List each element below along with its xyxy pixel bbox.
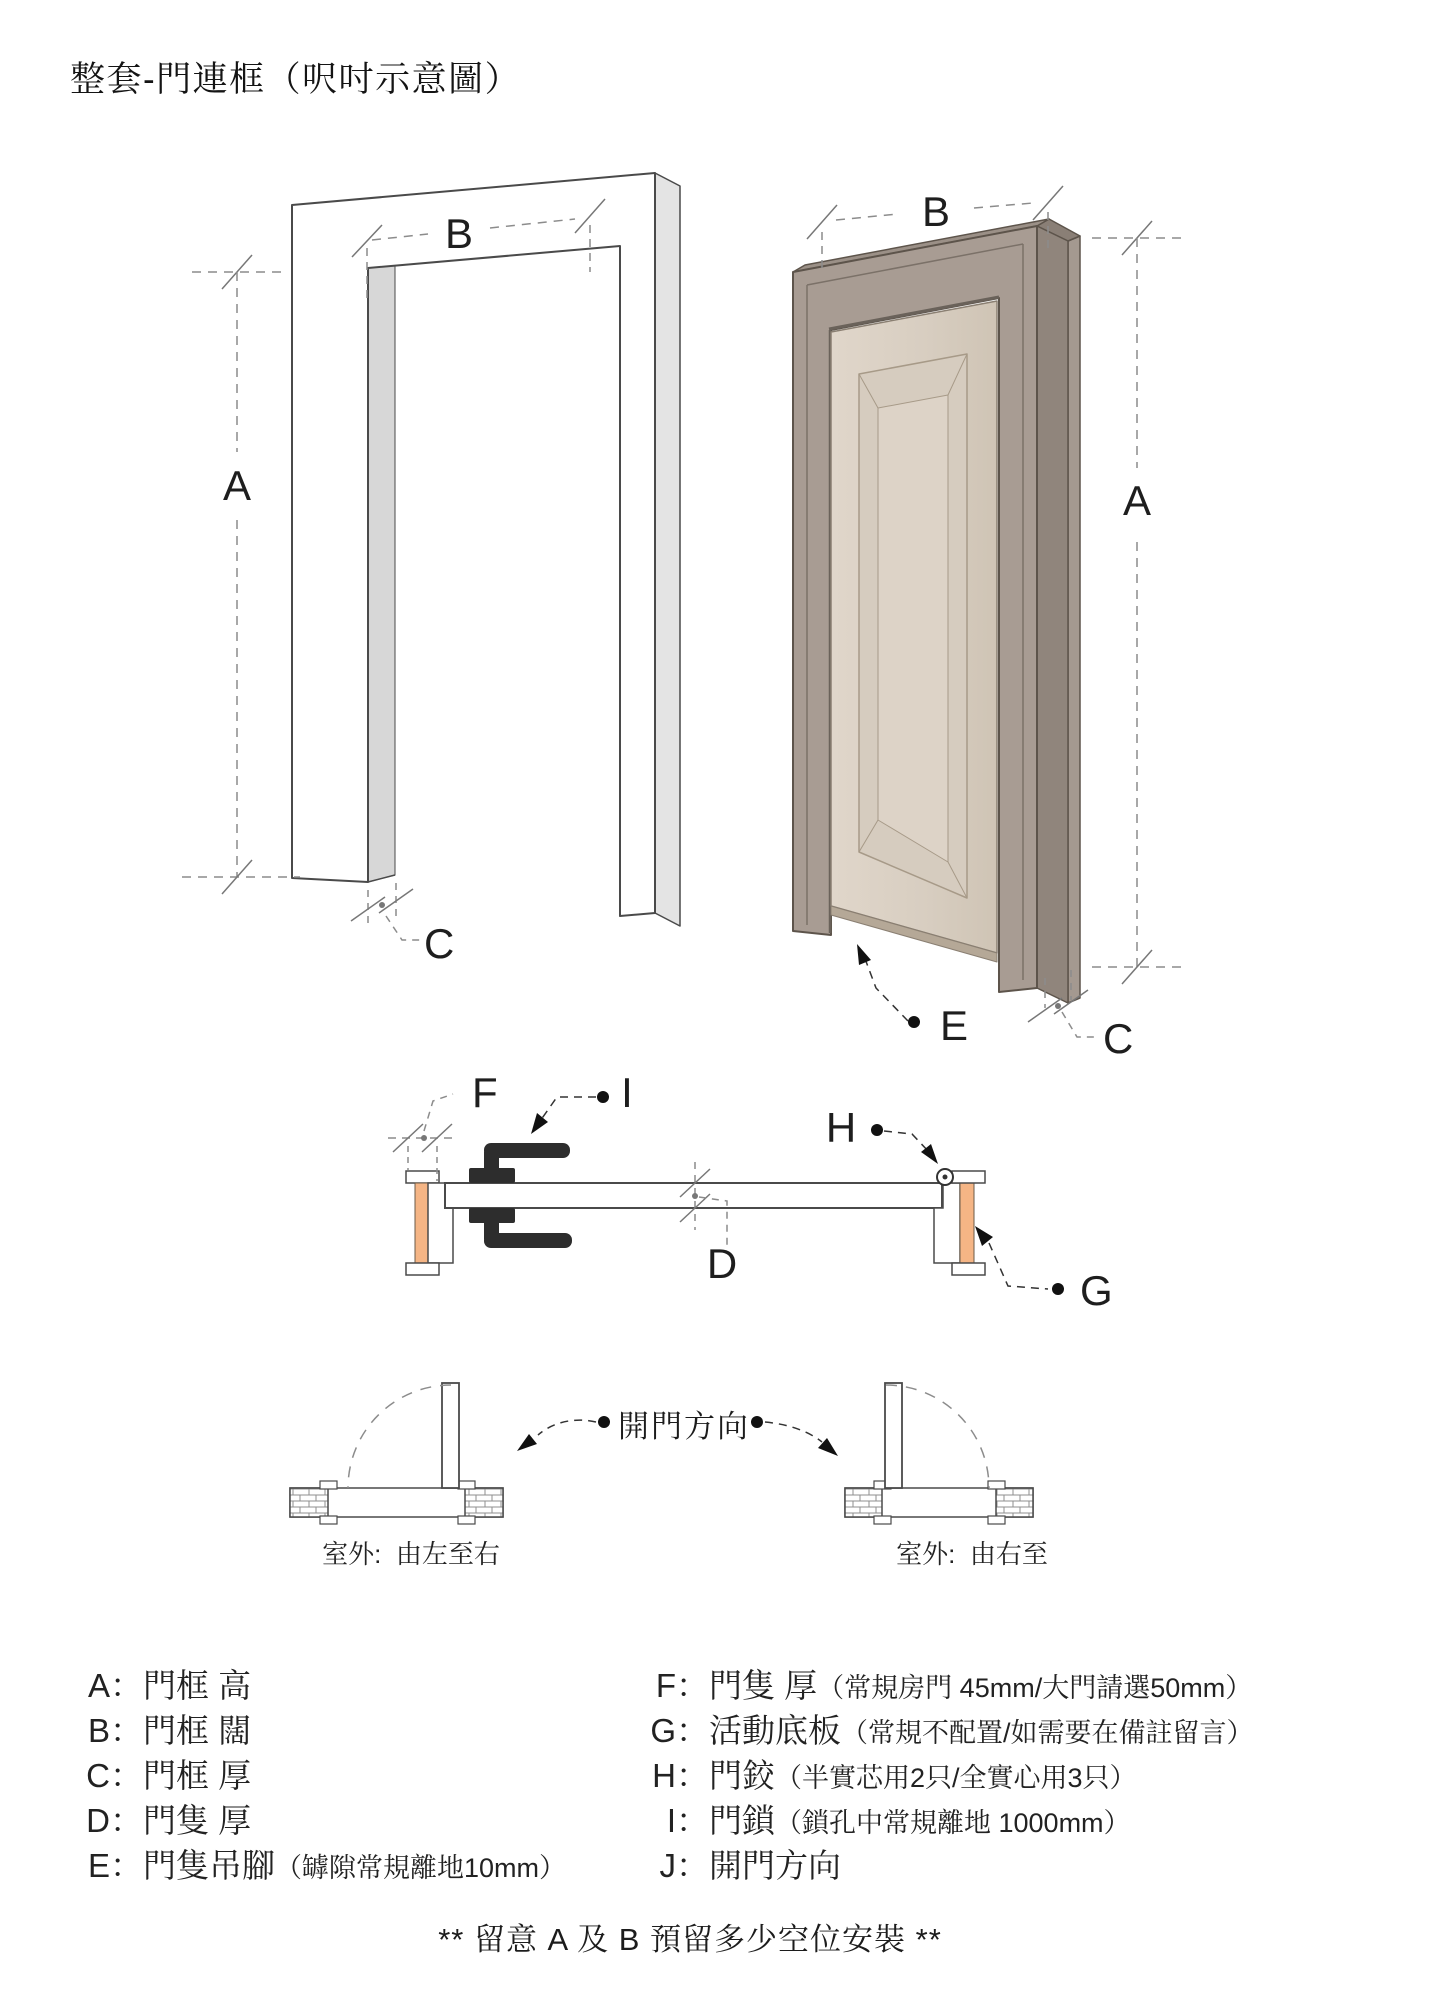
open-door-plan	[885, 1383, 902, 1488]
legend-key: J	[659, 1847, 676, 1884]
legend-key: H	[652, 1757, 676, 1794]
legend-item-g: G ： 活動底板 （常規不配置/如需要在備註留言）	[642, 1705, 1254, 1752]
dim-label-section-h: H	[825, 1104, 857, 1151]
legend-key: D	[86, 1802, 110, 1839]
legend-item-d: D ： 門隻 厚	[76, 1795, 251, 1842]
legend-item-b: B ： 門框 闊	[76, 1705, 251, 1752]
legend-item-c: C ： 門框 厚	[76, 1750, 251, 1797]
legend-text: 門隻吊腳	[143, 1847, 275, 1884]
dim-label-frame-c: C	[424, 920, 455, 967]
g-bullet	[1052, 1283, 1064, 1295]
dim-label-door-c: C	[1103, 1015, 1134, 1062]
legend-text: 門鉸	[709, 1757, 775, 1794]
i-bullet	[597, 1091, 609, 1103]
legend-text: 門隻 厚	[709, 1667, 818, 1704]
installation-note: ** 留意 A 及 B 預留多少空位安裝 **	[438, 1922, 942, 1957]
legend-key: F	[655, 1667, 676, 1704]
legend-note: （罅隙常規離地10mm）	[275, 1853, 567, 1883]
legend-text: 門隻 厚	[143, 1802, 252, 1839]
legend-key: A	[87, 1667, 110, 1704]
legend-key: C	[86, 1757, 110, 1794]
legend-note: （常規房門 45mm/大門請選50mm）	[817, 1673, 1253, 1703]
legend-key: E	[87, 1847, 110, 1884]
legend-text: 活動底板	[709, 1712, 841, 1749]
swing-left-caption: 室外: 由左至右	[322, 1539, 500, 1569]
door-swing-left	[290, 1383, 503, 1524]
legend-key: B	[87, 1712, 110, 1749]
legend-item-f: F ： 門隻 厚 （常規房門 45mm/大門請選50mm）	[642, 1660, 1252, 1707]
swing-direction-label: 開門方向	[618, 1409, 750, 1444]
dim-label-door-b: B	[921, 188, 951, 235]
e-arrowhead	[857, 944, 871, 965]
dim-label-section-d: D	[706, 1240, 738, 1287]
legend-key: G	[650, 1712, 676, 1749]
legend-note: （常規不配置/如需要在備註留言）	[841, 1718, 1254, 1748]
legend-text: 門框 厚	[143, 1757, 252, 1794]
legend-item-j: J ： 開門方向	[642, 1840, 841, 1887]
legend-note: （半實芯用2只/全實心用3只）	[775, 1763, 1137, 1793]
legend-note: （鎖孔中常規離地 1000mm）	[775, 1808, 1131, 1838]
legend-text: 開門方向	[709, 1847, 841, 1884]
h-bullet	[871, 1124, 883, 1136]
dim-label-section-g: G	[1080, 1267, 1113, 1314]
door-3d-illustration	[793, 219, 1080, 1003]
legend-text: 門框 闊	[143, 1712, 252, 1749]
legend-item-a: A ： 門框 高	[76, 1660, 251, 1707]
i-arrowhead	[531, 1113, 548, 1134]
swing-right-caption: 室外: 由右至	[896, 1539, 1048, 1569]
open-door-plan	[442, 1383, 459, 1488]
legend-text: 門鎖	[709, 1802, 775, 1839]
dim-label-frame-b: B	[444, 210, 474, 257]
e-bullet	[908, 1016, 920, 1028]
legend-item-e: E ： 門隻吊腳 （罅隙常規離地10mm）	[76, 1840, 566, 1887]
legend-item-i: I ： 門鎖 （鎖孔中常規離地 1000mm）	[642, 1795, 1131, 1842]
dim-label-section-i: I	[621, 1069, 633, 1116]
legend-item-h: H ： 門鉸 （半實芯用2只/全實心用3只）	[642, 1750, 1137, 1797]
g-arrowhead	[975, 1226, 993, 1246]
dim-label-door-a: A	[1122, 477, 1152, 524]
legend-key: I	[666, 1802, 676, 1839]
page-title: 整套-門連框（呎吋示意圖）	[70, 60, 522, 99]
frame-3d-illustration	[292, 173, 680, 926]
door-swing-right	[845, 1383, 1033, 1524]
dim-label-frame-a: A	[222, 462, 252, 509]
dim-label-section-f: F	[472, 1069, 498, 1116]
legend-text: 門框 高	[143, 1667, 252, 1704]
dim-label-door-e: E	[940, 1002, 969, 1049]
